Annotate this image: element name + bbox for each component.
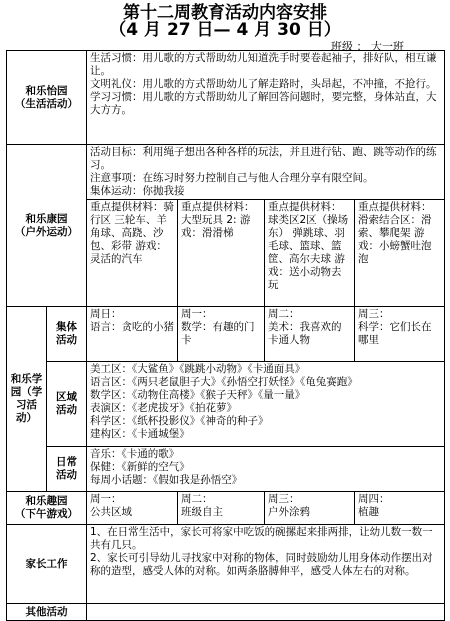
- daily-music: 音乐：《卡通的歌》: [90, 448, 180, 460]
- daily-activities: [87, 447, 445, 492]
- play-wednesday: 周三： 户外涂鸦: [265, 492, 355, 525]
- class-label: 班级 ： 大一班: [331, 40, 404, 53]
- learning-group-row: [7, 307, 445, 362]
- learning-area-row: [7, 362, 445, 447]
- group-activity-label: 集体 活动: [47, 307, 87, 362]
- group-tuesday: 周二： 美术：我喜欢的卡通人物: [265, 307, 355, 362]
- area-science: 科学区：《纸杯投影仪》《神奇的种子》: [90, 415, 269, 427]
- life-label: 和乐怡园 （生活活动）: [7, 51, 87, 145]
- outdoor-group: 集体运动：你抛我接: [90, 185, 185, 197]
- area-activity-label: 区域 活动: [47, 362, 87, 447]
- life-study-habit: 学习习惯：用儿歌的方式帮助幼儿了解回答问题时，要完整，身体站直，大大方方。: [90, 91, 437, 116]
- other-content: [87, 604, 445, 621]
- material-cycling: 重点提供材料：骑行区 三轮车、羊角球、高跷、沙包、彩带 游戏：灵活的汽车: [87, 200, 178, 307]
- life-habit: 生活习惯：用儿歌的方式帮助幼儿知道洗手时要卷起袖子，排好队，相互谦让。: [90, 52, 437, 77]
- play-monday: 周一： 公共区域: [87, 492, 178, 525]
- outdoor-note: 注意事项：在练习时努力控制自己与他人合理分享有限空间。: [90, 172, 374, 184]
- material-ball-area: 重点提供材料：球类区2区（操场东） 弹跳球、羽毛球、篮球、篮筐、高尔夫球 游戏：送小动物去玩: [265, 200, 355, 307]
- parents-row: [7, 525, 445, 604]
- group-monday: 周一： 数学：有趣的门卡: [178, 307, 265, 362]
- life-content: [87, 51, 445, 145]
- parents-label: 家长工作: [7, 525, 87, 604]
- other-row: [7, 604, 445, 621]
- area-performance: 表演区：《老虎拔牙》《拍花萝》: [90, 402, 237, 414]
- daily-health: 保健：《新鲜的空气》: [90, 461, 190, 473]
- play-label: 和乐趣园 （下午游戏）: [7, 492, 87, 525]
- parents-item: 1、在日常生活中，家长可将家中吃饭的碗摞起来排两排，让幼儿数一数一共有几只。: [90, 526, 433, 551]
- daily-activity-label: 日常 活动: [47, 447, 87, 492]
- material-zipline: 重点提供材料：滑索结合区：滑索、攀爬架 游戏：小螃蟹吐泡泡: [355, 200, 445, 307]
- area-activities: [87, 362, 445, 447]
- material-large-toys: 重点提供材料：大型玩具 2: 游戏：滑滑梯: [178, 200, 265, 307]
- learning-daily-row: [7, 447, 445, 492]
- outdoor-goal-row: [7, 145, 445, 200]
- play-row: [7, 492, 445, 525]
- schedule-table: [6, 50, 445, 621]
- area-language: 语言区：《两只老鼠胆子大》《孙悟空打妖怪》《龟兔赛跑》: [90, 376, 358, 388]
- parents-item: 2、家长可引导幼儿寻找家中对称的物体，同时鼓励幼儿用身体动作摆出对称的造型，感受人体的对称。如两条胳膊伸平，感受人体左右的对称。: [90, 552, 433, 577]
- page-title: 第十二周教育活动内容安排: [123, 3, 327, 23]
- outdoor-label: 和乐康园 （户外运动）: [7, 145, 87, 307]
- life-etiquette: 文明礼仪：用儿歌的方式帮助幼儿了解走路时，头昂起，不冲撞，不抢行。: [90, 78, 437, 90]
- outdoor-goal: 活动目标：利用绳子想出各种各样的玩法，并且进行钻、跑、跳等动作的练习。: [90, 146, 437, 171]
- parents-content: [87, 525, 445, 604]
- area-art: 美工区：《大鲨鱼》《跳跳小动物》《卡通面具》: [90, 363, 306, 375]
- area-math: 数学区：《动物住高楼》《猴子天秤》《量一量》: [90, 389, 306, 401]
- date-range: （4 月 27 日— 4 月 30 日）: [109, 20, 341, 40]
- daily-topic: 每周小话题：《假如我是孙悟空》: [90, 474, 243, 486]
- play-tuesday: 周二： 班级自主: [178, 492, 265, 525]
- outdoor-goals: [87, 145, 445, 200]
- group-wednesday: 周三： 科学：它们长在哪里: [355, 307, 445, 362]
- group-sunday: 周日： 语言：贪吃的小猪: [87, 307, 178, 362]
- area-construction: 建构区：《卡通城堡》: [90, 428, 190, 440]
- other-label: 其他活动: [7, 604, 87, 621]
- learning-label: 和乐学园（学习活动）: [7, 307, 47, 492]
- life-row: [7, 51, 445, 145]
- play-thursday: 周四： 植趣: [355, 492, 445, 525]
